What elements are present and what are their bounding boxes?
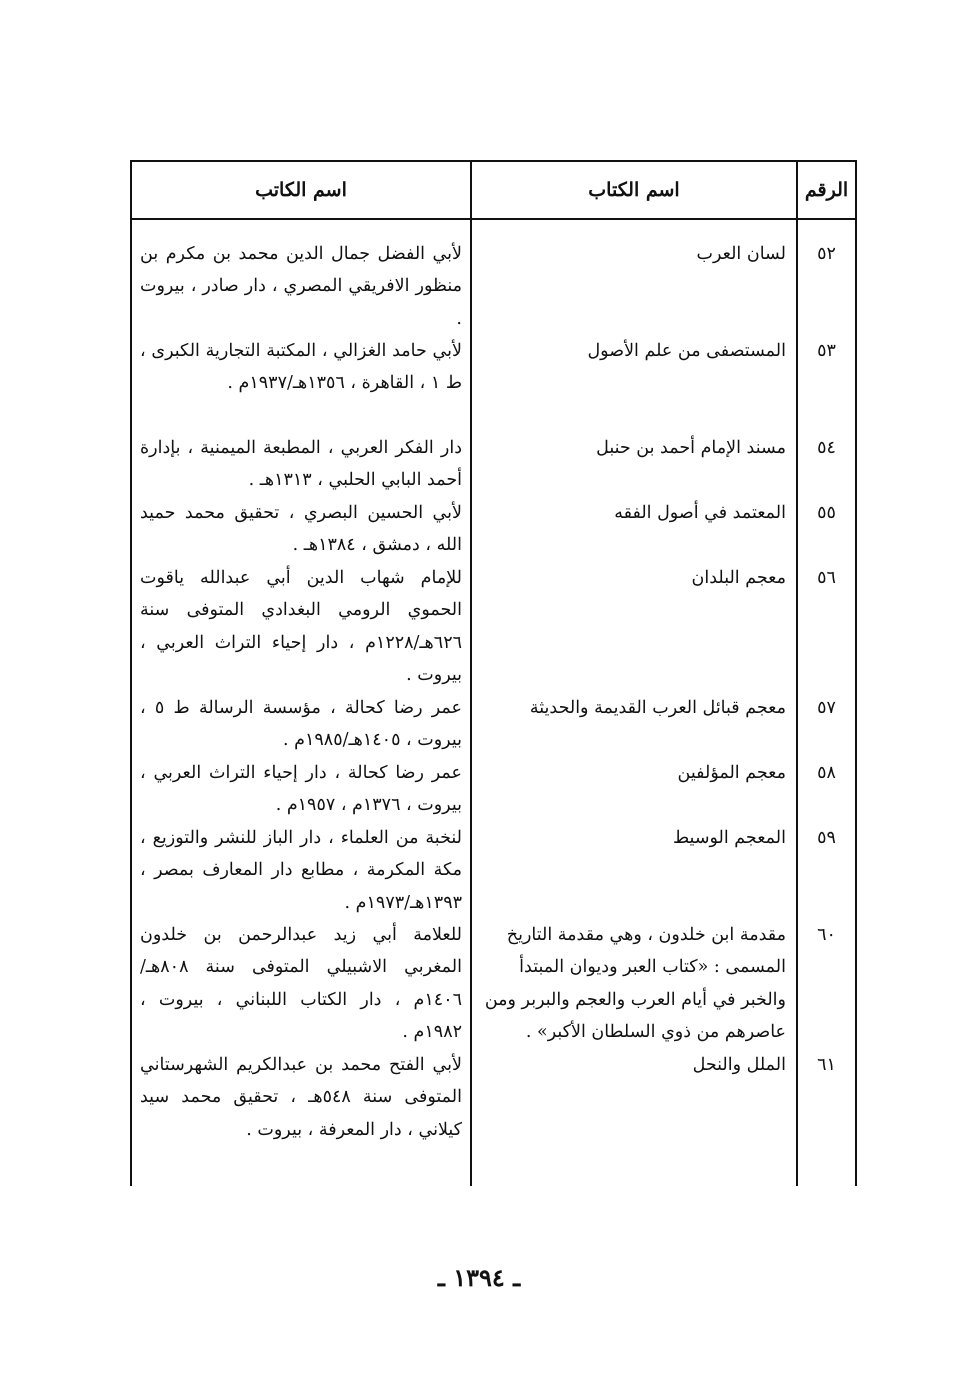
table-left-border xyxy=(130,160,132,1186)
row-number: ٥٦ xyxy=(817,568,836,588)
row-number: ٥٩ xyxy=(817,828,836,848)
row-book: مسند الإمام أحمد بن حنبل xyxy=(596,438,786,458)
header-author-name: اسم الكاتب xyxy=(255,179,347,201)
row-book: المعتمد في أصول الفقه xyxy=(614,503,786,523)
row-author: لأبي الفتح محمد بن عبدالكريم الشهرستاني المتوفى سنة ٥٤٨هـ ، تحقيق محمد سيد كيلاني ، دار المعرفة ، بيروت . xyxy=(140,1055,462,1140)
row-number: ٦١ xyxy=(817,1055,836,1075)
row-number: ٥٧ xyxy=(817,698,836,718)
column-divider-number xyxy=(796,160,798,1186)
row-number: ٥٥ xyxy=(817,503,836,523)
row-author: للعلامة أبي زيد عبدالرحمن بن خلدون المغربي الاشبيلي المتوفى سنة ٨٠٨هـ/١٤٠٦م ، دار الكتاب اللبناني ، بيروت ، ١٩٨٢م . xyxy=(140,925,462,1042)
row-author: عمر رضا كحالة ، دار إحياء التراث العربي ، بيروت ، ١٣٧٦م ، ١٩٥٧م . xyxy=(140,763,462,816)
header-bottom-border xyxy=(130,218,857,220)
table-top-border xyxy=(130,160,857,162)
row-book: لسان العرب xyxy=(696,244,786,264)
row-book: المستصفى من علم الأصول xyxy=(587,341,786,361)
row-author: عمر رضا كحالة ، مؤسسة الرسالة ط ٥ ، بيروت ، ١٤٠٥هـ/١٩٨٥م . xyxy=(140,698,462,751)
row-book: الملل والنحل xyxy=(692,1055,786,1075)
row-book: معجم البلدان xyxy=(691,568,786,588)
row-number: ٥٢ xyxy=(817,244,836,264)
row-number: ٦٠ xyxy=(817,925,836,945)
row-author: للإمام شهاب الدين أبي عبدالله ياقوت الحموي الرومي البغدادي المتوفى سنة ٦٢٦هـ/١٢٢٨م ، دار إحياء التراث العربي ، بيروت . xyxy=(140,568,462,685)
header-book-name: اسم الكتاب xyxy=(588,179,680,201)
page-number: ـ ١٣٩٤ ـ xyxy=(437,1263,521,1292)
row-author: لأبي الفضل جمال الدين محمد بن مكرم بن منظور الافريقي المصري ، دار صادر ، بيروت . xyxy=(140,244,462,329)
header-number: الرقم xyxy=(804,179,849,201)
column-divider-book xyxy=(470,160,472,1186)
row-book: مقدمة ابن خلدون ، وهي مقدمة التاريخ المسمى : «كتاب العبر وديوان المبتدأ والخبر في أيام العرب والعجم والبربر ومن عاصرهم من ذوي السلطان الأكبر» . xyxy=(484,925,786,1042)
row-author: لنخبة من العلماء ، دار الباز للنشر والتوزيع ، مكة المكرمة ، مطابع دار المعارف بمصر ، ١٣٩٣هـ/١٩٧٣م . xyxy=(140,828,462,913)
table-right-border xyxy=(855,160,857,1186)
row-author: لأبي حامد الغزالي ، المكتبة التجارية الكبرى ، ط ١ ، القاهرة ، ١٣٥٦هـ/١٩٣٧م . xyxy=(140,341,462,394)
row-number: ٥٨ xyxy=(817,763,836,783)
row-number: ٥٣ xyxy=(817,341,836,361)
row-book: المعجم الوسيط xyxy=(672,828,786,848)
row-book: معجم المؤلفين xyxy=(677,763,786,783)
row-book: معجم قبائل العرب القديمة والحديثة xyxy=(529,698,786,718)
references-table xyxy=(130,160,857,1186)
row-author: لأبي الحسين البصري ، تحقيق محمد حميد الله ، دمشق ، ١٣٨٤هـ . xyxy=(140,503,462,556)
row-number: ٥٤ xyxy=(817,438,836,458)
row-author: دار الفكر العربي ، المطبعة الميمنية ، بإدارة أحمد البابي الحلبي ، ١٣١٣هـ . xyxy=(140,438,462,491)
